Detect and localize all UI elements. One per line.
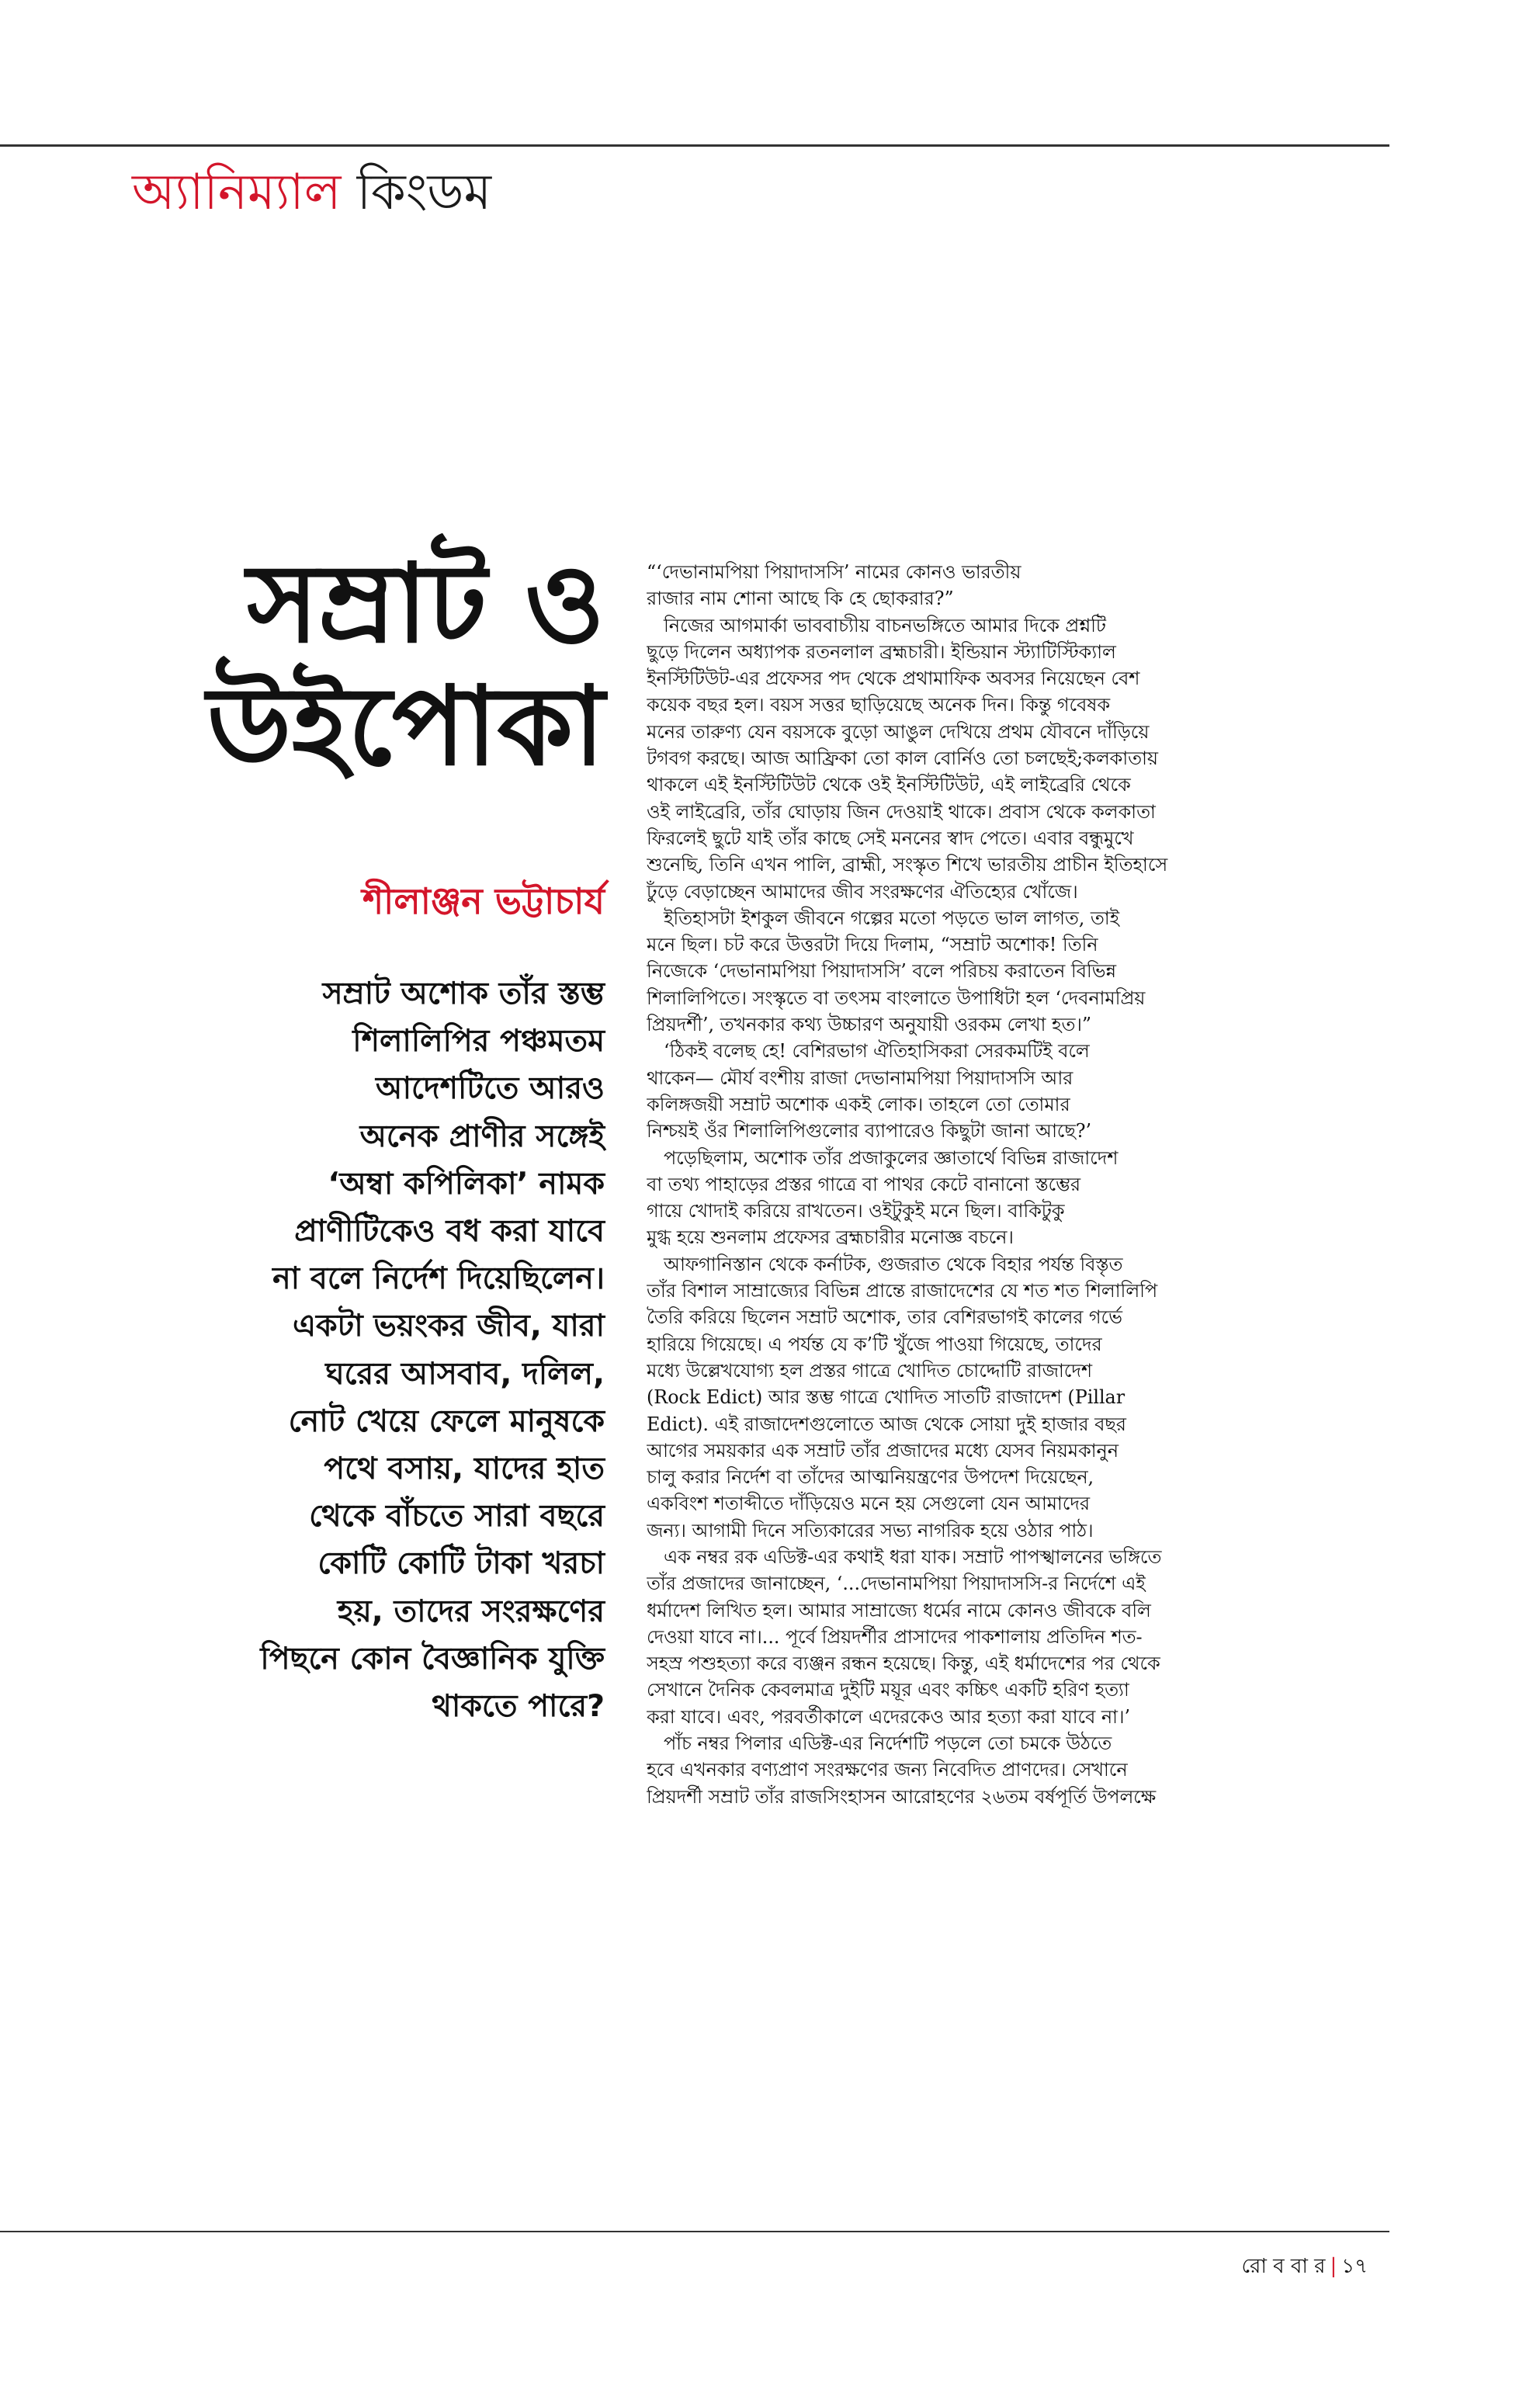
standfirst-line: সম্রাট অশোক তাঁর স্তম্ভ	[322, 976, 605, 1011]
page-folio	[1241, 2251, 1368, 2282]
body-line: করা যাবে। এবং, পরবর্তীকালে এদেরকেও আর হত্যা করা যাবে না।’	[647, 1705, 1131, 1728]
body-line: নিজেকে ‘দেভানামপিয়া পিয়াদাসসি’ বলে পরিচয় করাতেন বিভিন্ন	[647, 960, 1116, 983]
body-line: নিজের আগমার্কা ভাববাচ্যীয় বাচনভঙ্গিতে আমার দিকে প্রশ্নটি	[664, 614, 1106, 636]
body-line: ধর্মাদেশ লিখিত হল। আমার সাম্রাজ্যে ধর্মের নামে কোনও জীবকে বলি	[647, 1599, 1151, 1621]
body-line: এক নম্বর রক এডিক্ট-এর কথাই ধরা যাক। সম্রাট পাপস্খালনের ভঙ্গিতে	[664, 1545, 1162, 1568]
body-line: তাঁর প্রজাদের জানাচ্ছেন, ‘...দেভানামপিয়া পিয়াদাসসি-র নির্দেশে এই	[647, 1573, 1146, 1595]
body-line: একবিংশ শতাব্দীতে দাঁড়িয়েও মনে হয় সেগুলো যেন আমাদের	[647, 1493, 1090, 1515]
body-line: তৈরি করিয়ে ছিলেন সম্রাট অশোক, তার বেশিরভাগই কালের গর্ভে	[647, 1306, 1122, 1329]
standfirst-line: নোট খেয়ে ফেলে মানুষকে	[288, 1403, 605, 1439]
body-line: মনে ছিল। চট করে উত্তরটা দিয়ে দিলাম, “সম্রাট অশোক! তিনি	[647, 934, 1098, 956]
body-line: ইনস্টিটিউট-এর প্রফেসর পদ থেকে প্রথামাফিক অবসর নিয়েছেন বেশ	[647, 668, 1140, 690]
standfirst-line: ঘরের আসবাব, দলিল,	[325, 1355, 605, 1392]
body-line: জন্য। আগামী দিনে সত্যিকারের সভ্য নাগরিক হয়ে ওঠার পাঠ।	[647, 1519, 1094, 1542]
body-line: গায়ে খোদাই করিয়ে রাখতেন। ওইটুকুই মনে ছিল। বাকিটুকু	[647, 1200, 1065, 1223]
standfirst-line: প্রাণীটিকেও বধ করা যাবে	[294, 1213, 605, 1250]
body-line: বা তথ্য পাহাড়ের প্রস্তর গাত্রে বা পাথর কেটে বানানো স্তম্ভের	[647, 1173, 1081, 1195]
body-line: (Rock Edict) আর স্তম্ভ গাত্রে খোদিত সাতটি রাজাদেশ (Pillar	[647, 1386, 1126, 1409]
body-line: আগের সময়কার এক সম্রাট তাঁর প্রজাদের মধ্যে যেসব নিয়মকানুন	[647, 1439, 1119, 1462]
body-line: ছুড়ে দিলেন অধ্যাপক রতনলাল ব্রহ্মচারী। ইন্ডিয়ান স্ট্যাটিস্টিক্যাল	[647, 640, 1116, 663]
standfirst-line: একটা ভয়ংকর জীব, যারা	[292, 1308, 605, 1344]
body-line: ঢুঁড়ে বেড়াচ্ছেন আমাদের জীব সংরক্ষণের ঐতিহ্যের খোঁজে।	[647, 880, 1078, 903]
body-line: মধ্যে উল্লেখযোগ্য হল প্রস্তর গাত্রে খোদিত চোদ্দোটি রাজাদেশ	[647, 1359, 1092, 1382]
article-headline	[61, 543, 605, 789]
standfirst-line: আদেশটিতে আরও	[375, 1070, 605, 1107]
magazine-name: রো ব বা র	[1241, 2255, 1326, 2278]
body-line: চালু করার নির্দেশ বা তাঁদের আত্মনিয়ন্ত্রণের উপদেশ দিয়েছেন,	[647, 1466, 1094, 1489]
body-line: ফিরলেই ছুটে যাই তাঁর কাছে সেই মননের স্বাদ পেতে। এবার বন্ধুমুখে	[647, 827, 1134, 849]
section-label-black: কিংডম	[356, 164, 492, 221]
body-line: সহস্র পশুহত্যা করে ব্যঞ্জন রন্ধন হয়েছে। কিন্তু, এই ধর্মাদেশের পর থেকে	[647, 1653, 1160, 1675]
body-line: তাঁর বিশাল সাম্রাজ্যের বিভিন্ন প্রান্তে রাজাদেশের যে শত শত শিলালিপি	[647, 1280, 1158, 1302]
body-line: থাকলে এই ইনস্টিটিউট থেকে ওই ইনস্টিটিউট, এই লাইব্রেরি থেকে	[647, 774, 1131, 796]
page-number: ১৭	[1341, 2255, 1368, 2278]
headline-line-2: উইপোকা	[206, 664, 605, 790]
standfirst-line: না বলে নির্দেশ দিয়েছিলেন।	[272, 1261, 605, 1297]
body-line: রাজার নাম শোনা আছে কি হে ছোকরার?”	[647, 588, 954, 610]
body-line: ইতিহাসটা ইশকুল জীবনে গল্পের মতো পড়তে ভাল লাগত, তাই	[664, 907, 1119, 929]
standfirst-line: হয়, তাদের সংরক্ষণের	[337, 1593, 605, 1629]
standfirst-line: পথে বসায়, যাদের হাত	[324, 1451, 605, 1487]
standfirst-line: পিছনে কোন বৈজ্ঞানিক যুক্তি	[260, 1640, 605, 1677]
body-line: ওই লাইব্রেরি, তাঁর ঘোড়ায় জিন দেওয়াই থাকে। প্রবাস থেকে কলকাতা	[647, 800, 1156, 823]
body-line: পাঁচ নম্বর পিলার এডিক্ট-এর নির্দেশটি পড়লে তো চমকে উঠতে	[664, 1732, 1112, 1755]
body-line: কলিঙ্গজয়ী সম্রাট অশোক একই লোক। তাহলে তো তোমার	[647, 1093, 1070, 1115]
body-line: প্রিয়দর্শী সম্রাট তাঁর রাজসিংহাসন আরোহণের ২৬তম বর্ষপূর্তি উপলক্ষে	[647, 1785, 1157, 1808]
folio-separator: |	[1330, 2255, 1337, 2278]
standfirst-line: শিলালিপির পঞ্চমতম	[352, 1023, 605, 1060]
standfirst-line: থেকে বাঁচতে সারা বছরে	[309, 1498, 605, 1535]
body-line: দেওয়া যাবে না।... পূর্বে প্রিয়দর্শীর প্রাসাদের পাকশালায় প্রতিদিন শত-	[647, 1625, 1143, 1648]
body-line: শুনেছি, তিনি এখন পালি, ব্রাহ্মী, সংস্কৃত শিখে ভারতীয় প্রাচীন ইতিহাসে	[647, 854, 1168, 876]
body-line: আফগানিস্তান থেকে কর্নাটক, গুজরাত থেকে বিহার পর্যন্ত বিস্তৃত	[664, 1253, 1123, 1275]
standfirst-line: থাকতে পারে?	[432, 1688, 605, 1725]
body-line: ‘ঠিকই বলেছ হে! বেশিরভাগ ঐতিহাসিকরা সেরকমটিই বলে	[664, 1040, 1090, 1063]
body-line: থাকেন— মৌর্য বংশীয় রাজা দেভানামপিয়া পিয়াদাসসি আর	[647, 1066, 1073, 1089]
body-line: নিশ্চয়ই ওঁর শিলালিপিগুলোর ব্যাপারেও কিছুটা জানা আছে?’	[647, 1120, 1092, 1143]
body-line: সেখানে দৈনিক কেবলমাত্র দুইটি ময়ূর এবং কচ্চিৎ একটি হরিণ হত্যা	[647, 1679, 1129, 1701]
body-line: হারিয়ে গিয়েছে। এ পর্যন্ত যে ক’টি খুঁজে পাওয়া গিয়েছে, তাদের	[647, 1333, 1102, 1355]
body-line: Edict). এই রাজাদেশগুলোতে আজ থেকে সোয়া দুই হাজার বছর	[647, 1413, 1126, 1435]
section-label	[132, 159, 491, 226]
body-line: শিলালিপিতে। সংস্কৃতে বা তৎসম বাংলাতে উপাধিটা হল ‘দেবনামপ্রিয়	[647, 987, 1146, 1009]
body-line: “‘দেভানামপিয়া পিয়াদাসসি’ নামের কোনও ভারতীয়	[647, 561, 1021, 583]
bottom-rule	[0, 2231, 1389, 2232]
body-line: প্রিয়দর্শী’, তখনকার কথ্য উচ্চারণ অনুযায়ী ওরকম লেখা হত।”	[647, 1014, 1092, 1036]
standfirst-line: অনেক প্রাণীর সঙ্গেই	[359, 1118, 605, 1154]
author-byline: শীলাঞ্জন ভট্টাচার্য	[362, 880, 605, 922]
body-line: মুগ্ধ হয়ে শুনলাম প্রফেসর ব্রহ্মচারীর মনোজ্ঞ বচনে।	[647, 1226, 1014, 1249]
article-body	[647, 559, 1376, 1810]
standfirst-line: ‘অম্বা কপিলিকা’ নামক	[328, 1165, 605, 1202]
body-line: টগবগ করছে। আজ আফ্রিকা তো কাল বোর্নিও তো চলছেই;কলকাতায়	[647, 747, 1158, 770]
standfirst-line: কোটি কোটি টাকা খরচা	[317, 1545, 605, 1582]
body-line: কয়েক বছর হল। বয়স সত্তর ছাড়িয়েছে অনেক দিন। কিন্তু গবেষক	[647, 694, 1111, 716]
body-line: মনের তারুণ্য যেন বয়সকে বুড়ো আঙুল দেখিয়ে প্রথম যৌবনে দাঁড়িয়ে	[647, 720, 1150, 743]
top-rule	[0, 144, 1389, 147]
headline-line-1: সম্রাট ও	[247, 541, 605, 668]
body-line: পড়েছিলাম, অশোক তাঁর প্রজাকুলের জ্ঞাতার্থে বিভিন্ন রাজাদেশ	[664, 1146, 1119, 1169]
section-label-red: অ্যানিম্যাল	[132, 164, 342, 221]
standfirst	[123, 970, 605, 1730]
body-line: হবে এখনকার বণ্যপ্রাণ সংরক্ষণের জন্য নিবেদিত প্রাণদের। সেখানে	[647, 1759, 1128, 1781]
